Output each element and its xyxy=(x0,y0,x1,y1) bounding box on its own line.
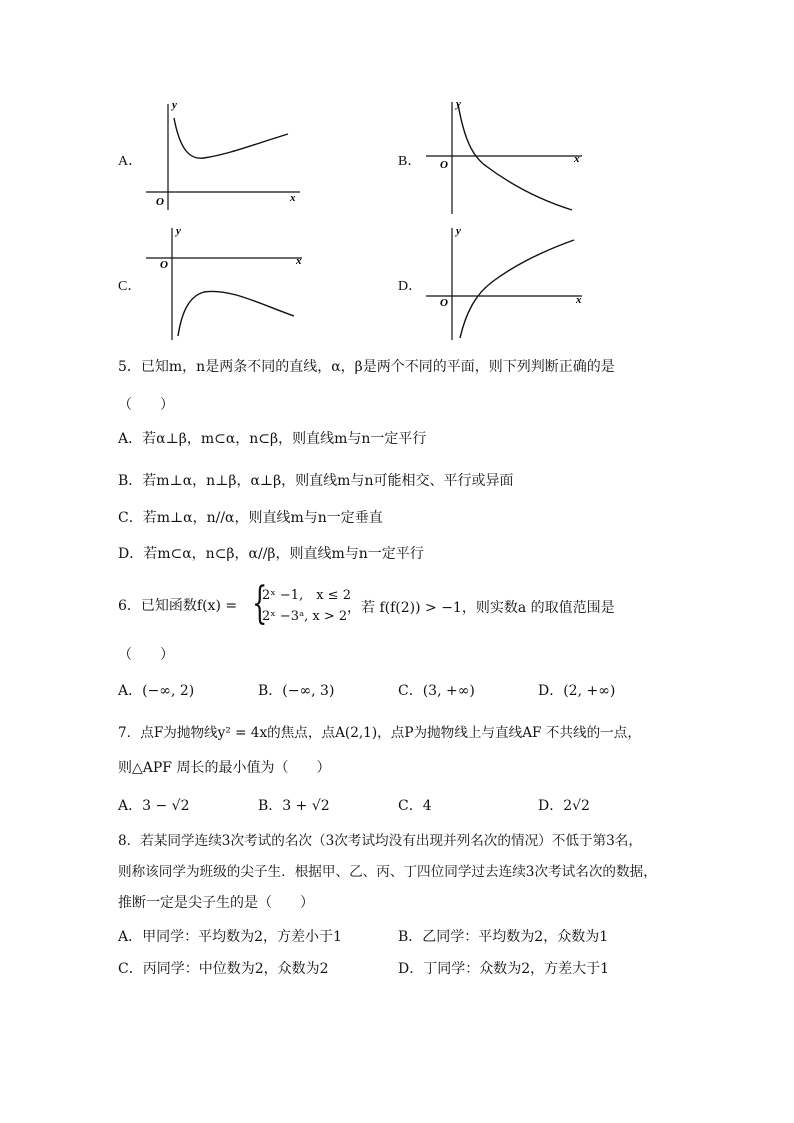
q8-option-d: D．丁同学：众数为2，方差大于1 xyxy=(398,961,610,977)
graph-b-label: B． xyxy=(398,154,422,169)
graph-b-y-label: y xyxy=(456,98,461,110)
q5-paren: （ ） xyxy=(118,397,174,413)
graph-a-label: A． xyxy=(118,154,143,169)
graph-d-x-label: x xyxy=(576,294,582,306)
q7-option-b: B．3 + √2 xyxy=(258,798,330,814)
graph-d-y-label: y xyxy=(456,225,461,237)
graph-a-y-label: y xyxy=(172,99,177,111)
q5-option-c: C．若m⊥α，n//α，则直线m与n一定垂直 xyxy=(118,510,383,526)
graph-d-label: D． xyxy=(398,279,423,294)
q8-line-3: 推断一定是尖子生的是（ ） xyxy=(118,895,314,911)
q7-option-a: A．3 − √2 xyxy=(118,798,190,814)
graph-d-curve xyxy=(460,240,574,338)
q5-option-d: D．若m⊂α，n⊂β，α//β，则直线m与n一定平行 xyxy=(118,546,424,562)
q7-option-c: C．4 xyxy=(398,798,432,814)
graph-d xyxy=(420,224,590,344)
graph-a-origin: O xyxy=(156,196,164,208)
graph-c-x-label: x xyxy=(296,255,302,267)
graph-d-origin: O xyxy=(440,297,448,309)
q6-option-c: C．(3, +∞) xyxy=(398,683,475,699)
graph-c-curve xyxy=(178,291,294,336)
q8-line-2: 则称该同学为班级的尖子生．根据甲、乙、丙、丁四位同学过去连续3次考试名次的数据， xyxy=(118,864,657,880)
graph-b xyxy=(420,98,590,218)
q8-line-1: 8．若某同学连续3次考试的名次（3次考试均没有出现并列名次的情况）不低于第3名， xyxy=(118,833,642,849)
q6-option-b: B．(−∞, 3) xyxy=(258,683,335,699)
graph-c-origin: O xyxy=(160,259,168,271)
graph-a-x-label: x xyxy=(290,192,296,204)
graph-c-label: C． xyxy=(118,279,142,294)
q7-line-2: 则△APF 周长的最小值为（ ） xyxy=(118,760,331,776)
graph-a-curve xyxy=(174,118,288,158)
q6-brace: { xyxy=(252,578,268,629)
q8-option-a: A．甲同学：平均数为2，方差小于1 xyxy=(118,929,342,945)
q6-option-d: D．(2, +∞) xyxy=(538,683,616,699)
q8-option-b: B．乙同学：平均数为2，众数为1 xyxy=(398,929,609,945)
q6-paren: （ ） xyxy=(118,647,174,663)
graph-b-curve xyxy=(458,104,572,210)
q5-stem: 5．已知m，n是两条不同的直线，α，β是两个不同的平面，则下列判断正确的是 xyxy=(118,359,615,375)
q6-piece-1: 2ˣ −1, x ≤ 2 xyxy=(262,588,351,603)
graph-c xyxy=(140,224,310,344)
q5-option-a: A．若α⊥β，m⊂α，n⊂β，则直线m与n一定平行 xyxy=(118,431,427,447)
q7-option-d: D．2√2 xyxy=(538,798,590,814)
graph-b-origin: O xyxy=(440,159,448,171)
q6-prefix: 6．已知函数f(x) = xyxy=(118,598,238,614)
graph-a xyxy=(140,98,310,218)
q6-piece-2: 2ˣ −3ᵃ, x > 2 xyxy=(262,609,348,624)
graph-b-x-label: x xyxy=(574,153,580,165)
q6-option-a: A．(−∞, 2) xyxy=(118,683,195,699)
q7-line-1: 7．点F为抛物线y² = 4x的焦点，点A(2,1)，点P为抛物线上与直线AF 不共线的一点， xyxy=(118,725,641,741)
q5-option-b: B．若m⊥α，n⊥β，α⊥β，则直线m与n可能相交、平行或异面 xyxy=(118,473,514,489)
graph-c-y-label: y xyxy=(176,225,181,237)
q6-suffix: ，若 f(f(2)) > −1，则实数a 的取值范围是 xyxy=(347,600,615,616)
q8-option-c: C．丙同学：中位数为2，众数为2 xyxy=(118,961,329,977)
